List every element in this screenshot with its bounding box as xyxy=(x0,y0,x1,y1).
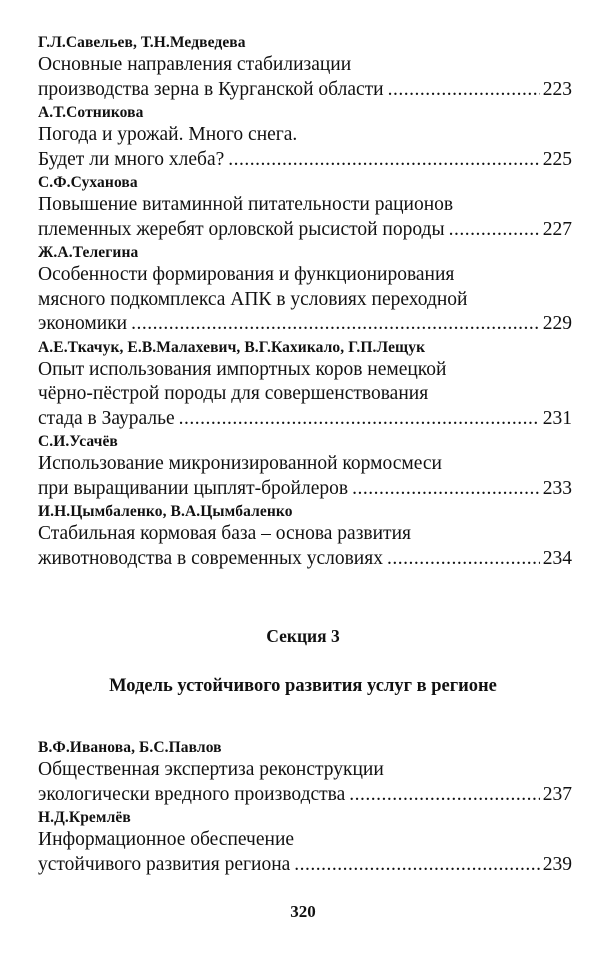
toc-entry xyxy=(38,172,572,242)
entry-authors: Г.Л.Савельев, Т.Н.Медведева xyxy=(38,34,246,51)
dot-leader xyxy=(228,148,539,173)
entry-title-last-line xyxy=(38,312,572,337)
entry-title-text: племенных жеребят орловской рысистой породы xyxy=(38,218,445,240)
entry-page-number: 225 xyxy=(542,148,572,170)
entry-page-number: 231 xyxy=(542,407,572,429)
entry-title-last-line xyxy=(38,853,572,878)
dot-leader xyxy=(352,477,540,502)
entry-authors: А.Т.Сотникова xyxy=(38,104,144,121)
entry-authors: И.Н.Цымбаленко, В.А.Цымбаленко xyxy=(38,503,293,520)
dot-leader xyxy=(449,218,540,243)
entry-page-number: 234 xyxy=(542,547,572,569)
section-title: Модель устойчивого развития услуг в регионе xyxy=(109,676,497,696)
entry-title-line: Особенности формирования и функционирования xyxy=(38,264,455,285)
entry-page-number: 227 xyxy=(542,218,572,240)
entry-title-text: экономики xyxy=(38,313,128,334)
entry-authors: А.Е.Ткачук, Е.В.Малахевич, В.Г.Кахикало, Г.П.Лещук xyxy=(38,338,426,356)
toc-entry xyxy=(38,337,572,432)
entry-authors: Н.Д.Кремлёв xyxy=(38,809,131,826)
toc-entry xyxy=(38,242,572,337)
entry-title-text: устойчивого развития региона xyxy=(38,853,291,875)
entry-title-line: Информационное обеспечение xyxy=(38,829,295,850)
section-number: Секция 3 xyxy=(266,626,340,646)
entry-authors: С.И.Усачёв xyxy=(38,433,118,450)
entry-authors: В.Ф.Иванова, Б.С.Павлов xyxy=(38,739,222,756)
entry-title-last-line xyxy=(38,78,572,103)
entry-title-text: животноводства в современных условиях xyxy=(38,547,383,569)
entry-title-line: Общественная экспертиза реконструкции xyxy=(38,759,384,780)
toc-entry xyxy=(38,102,572,172)
toc-entry xyxy=(38,501,572,571)
entry-title-text: экологически вредного производства xyxy=(38,783,346,805)
entry-title-text: Будет ли много хлеба? xyxy=(38,148,225,170)
entry-title-line: Опыт использования импортных коров немецкой xyxy=(38,358,447,380)
entry-title-last-line xyxy=(38,218,572,243)
toc-entry xyxy=(38,737,572,807)
dot-leader xyxy=(131,312,540,337)
toc-entry xyxy=(38,807,572,877)
toc-entries xyxy=(38,32,572,571)
dot-leader xyxy=(179,407,540,432)
entry-title-line: чёрно-пёстрой породы для совершенствования xyxy=(38,383,429,404)
entry-title-line: мясного подкомплекса АПК в условиях переходной xyxy=(38,288,468,310)
entry-authors: С.Ф.Суханова xyxy=(38,174,138,191)
entry-page-number: 239 xyxy=(542,853,572,875)
entry-page-number: 233 xyxy=(542,477,572,499)
entry-title-line: Повышение витаминной питательности рационов xyxy=(38,194,454,215)
entry-page-number: 223 xyxy=(542,78,572,100)
section-toc-entries xyxy=(38,737,572,877)
entry-title-last-line xyxy=(38,547,572,572)
toc-entry xyxy=(38,32,572,102)
entry-title-last-line xyxy=(38,477,572,502)
entry-title-line: Стабильная кормовая база – основа развития xyxy=(38,523,411,544)
entry-authors: Ж.А.Телегина xyxy=(38,244,139,261)
entry-title-line: Использование микронизированной кормосмеси xyxy=(38,453,442,474)
dot-leader xyxy=(294,853,539,878)
entry-title-last-line xyxy=(38,407,572,432)
entry-title-text: при выращивании цыплят-бройлеров xyxy=(38,477,349,499)
dot-leader xyxy=(387,547,540,572)
toc-entry xyxy=(38,431,572,501)
entry-title-last-line xyxy=(38,783,572,808)
entry-page-number: 229 xyxy=(542,313,572,334)
dot-leader xyxy=(349,783,539,808)
entry-page-number: 237 xyxy=(542,783,572,805)
entry-title-text: производства зерна в Курганской области xyxy=(38,78,384,100)
entry-title-line: Основные направления стабилизации xyxy=(38,54,352,75)
entry-title-text: стада в Зауралье xyxy=(38,407,175,429)
dot-leader xyxy=(388,78,540,103)
page-number: 320 xyxy=(290,902,316,921)
entry-title-line: Погода и урожай. Много снега. xyxy=(38,124,298,145)
entry-title-last-line xyxy=(38,148,572,173)
